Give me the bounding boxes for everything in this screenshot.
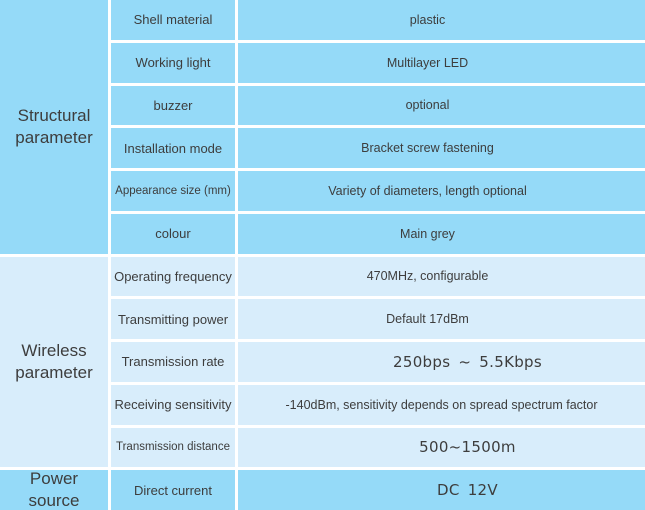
param-value-direct-current: DC 12V xyxy=(238,470,645,510)
param-label-working-light: Working light xyxy=(111,43,235,83)
param-label-buzzer: buzzer xyxy=(111,86,235,126)
param-label-installation-mode: Installation mode xyxy=(111,128,235,168)
param-value-working-light: Multilayer LED xyxy=(238,43,645,83)
param-label-operating-frequency: Operating frequency xyxy=(111,257,235,297)
param-value-shell-material: plastic xyxy=(238,0,645,40)
param-label-transmission-rate: Transmission rate xyxy=(111,342,235,382)
param-value-operating-frequency: 470MHz, configurable xyxy=(238,257,645,297)
param-value-buzzer: optional xyxy=(238,86,645,126)
section-label-structural-parameter: Structural parameter xyxy=(0,0,108,254)
param-value-transmitting-power: Default 17dBm xyxy=(238,299,645,339)
param-value-transmission-rate: 250bps ~ 5.5Kbps xyxy=(238,342,645,382)
section-label-wireless-parameter: Wireless parameter xyxy=(0,257,108,468)
param-label-transmission-distance: Transmission distance xyxy=(111,428,235,468)
param-label-transmitting-power: Transmitting power xyxy=(111,299,235,339)
param-label-colour: colour xyxy=(111,214,235,254)
section-label-power-source: Power source xyxy=(0,470,108,510)
param-label-direct-current: Direct current xyxy=(111,470,235,510)
param-label-receiving-sensitivity: Receiving sensitivity xyxy=(111,385,235,425)
param-value-installation-mode: Bracket screw fastening xyxy=(238,128,645,168)
param-value-receiving-sensitivity: -140dBm, sensitivity depends on spread spectrum factor xyxy=(238,385,645,425)
param-label-shell-material: Shell material xyxy=(111,0,235,40)
param-value-transmission-distance: 500~1500m xyxy=(238,428,645,468)
param-value-appearance-size: Variety of diameters, length optional xyxy=(238,171,645,211)
param-label-appearance-size: Appearance size (mm) xyxy=(111,171,235,211)
param-value-colour: Main grey xyxy=(238,214,645,254)
